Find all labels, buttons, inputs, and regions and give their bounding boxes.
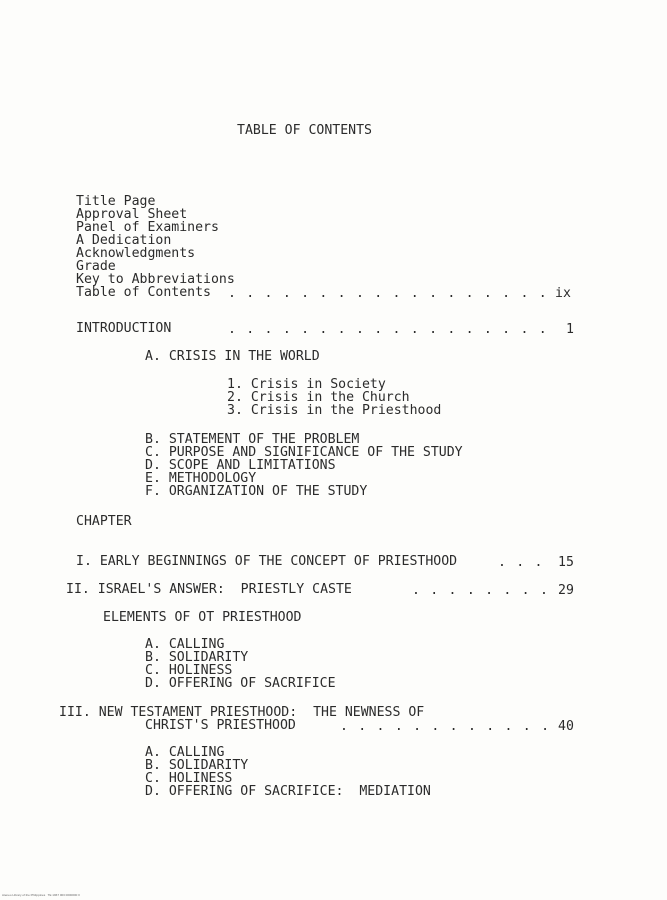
- dot-leader: . . . . . . . . . . . . . . . . . .: [228, 322, 548, 337]
- toc-entry: Key to Abbreviations: [76, 272, 235, 287]
- page-title: TABLE OF CONTENTS: [237, 123, 372, 138]
- toc-entry: Acknowledgments: [76, 246, 196, 261]
- chapter-item: C. HOLINESS: [145, 771, 233, 786]
- chapter-heading: CHAPTER: [76, 514, 132, 529]
- toc-entry: Table of Contents: [76, 285, 211, 300]
- toc-entry: Title Page: [76, 194, 156, 209]
- dot-leader: . . . . . . . . . . . .: [340, 719, 551, 734]
- page-number: 40: [558, 719, 574, 734]
- section-heading: A. CRISIS IN THE WORLD: [145, 349, 320, 364]
- subsection-entry: 1. Crisis in Society: [227, 377, 386, 392]
- chapter-item: A. CALLING: [145, 745, 225, 760]
- toc-entry: Panel of Examiners: [76, 220, 219, 235]
- chapter-entry: I. EARLY BEGINNINGS OF THE CONCEPT OF PRIESTHOOD: [76, 554, 458, 569]
- subsection-entry: 3. Crisis in the Priesthood: [227, 403, 442, 418]
- section-heading: B. STATEMENT OF THE PROBLEM: [145, 432, 360, 447]
- chapter-item: D. OFFERING OF SACRIFICE: [145, 676, 336, 691]
- chapter-item: B. SOLIDARITY: [145, 758, 249, 773]
- toc-entry: Grade: [76, 259, 116, 274]
- section-heading: C. PURPOSE AND SIGNIFICANCE OF THE STUDY: [145, 445, 463, 460]
- chapter-entry: II. ISRAEL'S ANSWER: PRIESTLY CASTE: [66, 582, 352, 597]
- page-number: ix: [555, 286, 571, 301]
- toc-entry: Approval Sheet: [76, 207, 188, 222]
- section-heading: E. METHODOLOGY: [145, 471, 257, 486]
- dot-leader: . . . . . . . . . . . . . . . . . .: [228, 286, 548, 301]
- toc-entry: A Dedication: [76, 233, 172, 248]
- scan-footer: Ateneo Library of the Philippines TE 1967 003 0000000 II: [2, 893, 80, 897]
- chapter-entry-continued: CHRIST'S PRIESTHOOD: [145, 718, 296, 733]
- chapter-item: B. SOLIDARITY: [145, 650, 249, 665]
- subsection-entry: 2. Crisis in the Church: [227, 390, 410, 405]
- chapter-item: D. OFFERING OF SACRIFICE: MEDIATION: [145, 784, 431, 799]
- section-heading: D. SCOPE AND LIMITATIONS: [145, 458, 336, 473]
- introduction-heading: INTRODUCTION: [76, 321, 172, 336]
- page-number: 29: [558, 583, 574, 598]
- dot-leader: . . . . . . . .: [412, 583, 550, 598]
- page-number: 15: [558, 555, 574, 570]
- chapter-item: A. CALLING: [145, 637, 225, 652]
- chapter-subheading: ELEMENTS OF OT PRIESTHOOD: [103, 610, 302, 625]
- chapter-item: C. HOLINESS: [145, 663, 233, 678]
- page-number: 1: [566, 322, 574, 337]
- chapter-entry: III. NEW TESTAMENT PRIESTHOOD: THE NEWNESS OF: [59, 705, 425, 720]
- section-heading: F. ORGANIZATION OF THE STUDY: [145, 484, 368, 499]
- dot-leader: . . .: [498, 555, 544, 570]
